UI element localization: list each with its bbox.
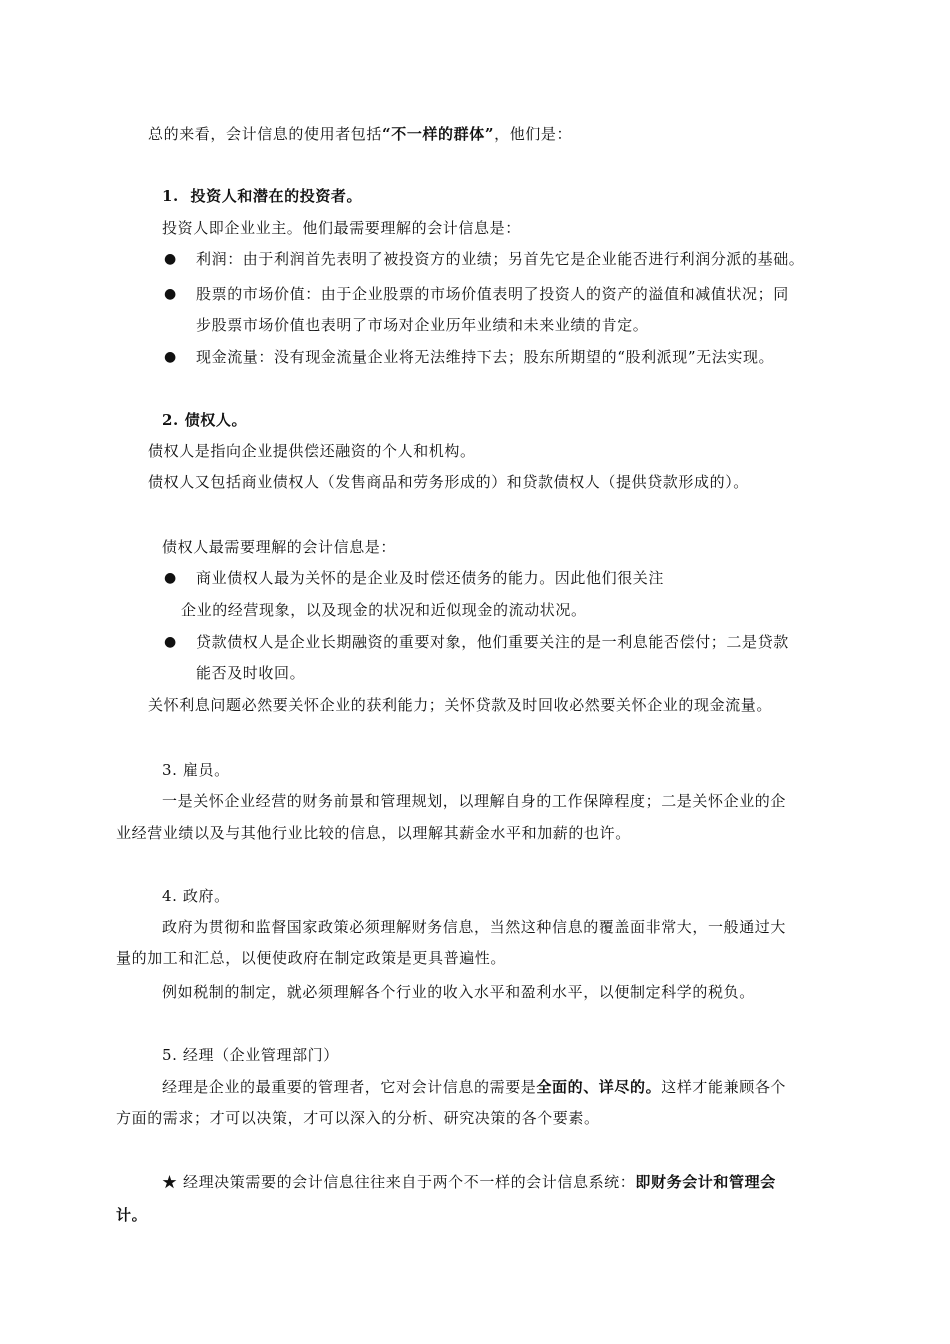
- bullet-icon: ●: [164, 570, 177, 586]
- creditors-info-need: 债权人最需要理解的会计信息是：: [162, 538, 397, 556]
- section-heading-government: 4. 政府。: [162, 887, 230, 905]
- note-text: 经理决策需要的会计信息往往来自于两个不一样的会计信息系统：: [182, 1173, 636, 1191]
- section-heading-investors: [162, 186, 362, 206]
- heading-text: 债权人。: [184, 411, 248, 429]
- section-heading-creditors: [162, 410, 247, 430]
- intro-bold-text: 不一样的群体: [391, 125, 485, 143]
- managers-text-end: 这样才能兼顾各个: [661, 1078, 787, 1096]
- creditor-item-commercial-cont: 企业的经营现象，以及现金的状况和近似现金的流动状况。: [181, 601, 587, 619]
- heading-number: 1.: [162, 187, 179, 205]
- heading-text: 投资人和潜在的投资者。: [190, 187, 363, 205]
- quote-close: ”: [484, 125, 495, 143]
- bullet-icon: ●: [164, 634, 177, 650]
- intro-text: 总的来看，会计信息的使用者包括: [148, 125, 383, 143]
- intro-paragraph: [148, 124, 572, 144]
- employees-line-1: 一是关怀企业经营的财务前景和管理规划，以理解自身的工作保障程度；二是关怀企业的企: [162, 792, 787, 810]
- government-line-2: 量的加工和汇总，以便使政府在制定政策是更具普遍性。: [116, 949, 507, 967]
- quote-open: “: [382, 125, 392, 143]
- employees-line-2: 业经营业绩以及与其他行业比较的信息，以理解其薪金水平和加薪的也许。: [116, 824, 631, 842]
- investor-item-stock-value-cont: 步股票市场价值也表明了市场对企业历年业绩和未来业绩的肯定。: [196, 316, 649, 334]
- note-line-1: [162, 1172, 776, 1192]
- investors-intro-line: 投资人即企业业主。他们最需要理解的会计信息是：: [162, 219, 521, 237]
- section-heading-managers: 5. 经理（企业管理部门）: [162, 1046, 339, 1064]
- investor-item-stock-value: 股票的市场价值：由于企业股票的市场价值表明了投资人的资产的溢值和减值状况；同: [196, 285, 789, 303]
- managers-line-2: 方面的需求；才可以决策，才可以深入的分析、研究决策的各个要素。: [116, 1109, 600, 1127]
- managers-bold-text: 全面的、详尽的。: [536, 1078, 662, 1096]
- star-icon: ★: [162, 1173, 178, 1191]
- managers-line-1: [162, 1077, 786, 1097]
- creditor-item-loan: 贷款债权人是企业长期融资的重要对象，他们重要关注的是一利息能否偿付；二是贷款: [196, 633, 789, 651]
- managers-text: 经理是企业的最重要的管理者，它对会计信息的需要是: [162, 1078, 537, 1096]
- bullet-icon: ●: [164, 251, 177, 267]
- bullet-icon: ●: [164, 349, 177, 365]
- government-line-1: 政府为贯彻和监督国家政策必须理解财务信息，当然这种信息的覆盖面非常大，一般通过大: [162, 918, 787, 936]
- note-line-2: 计。: [116, 1206, 148, 1224]
- bullet-icon: ●: [164, 286, 177, 302]
- investor-item-profit: 利润：由于利润首先表明了被投资方的业绩；另首先它是企业能否进行利润分派的基础。: [196, 250, 805, 268]
- note-bold-text: 即财务会计和管理会: [635, 1173, 776, 1191]
- intro-text-end: ，他们是：: [494, 125, 573, 143]
- creditor-item-loan-cont: 能否及时收回。: [196, 664, 306, 682]
- creditors-types: 债权人又包括商业债权人（发售商品和劳务形成的）和贷款债权人（提供贷款形成的）。: [148, 473, 749, 491]
- heading-number: 2.: [162, 411, 179, 429]
- section-heading-employees: 3. 雇员。: [162, 761, 230, 779]
- creditors-definition: 债权人是指向企业提供偿还融资的个人和机构。: [148, 442, 476, 460]
- creditor-item-commercial: 商业债权人最为关怀的是企业及时偿还债务的能力。因此他们很关注: [196, 569, 665, 587]
- creditors-summary: 关怀利息问题必然要关怀企业的获利能力；关怀贷款及时回收必然要关怀企业的现金流量。: [148, 696, 773, 714]
- investor-item-cash-flow: 现金流量：没有现金流量企业将无法维持下去；股东所期望的“股利派现”无法实现。: [196, 348, 775, 366]
- government-line-3: 例如税制的制定，就必须理解各个行业的收入水平和盈利水平，以便制定科学的税负。: [162, 983, 755, 1001]
